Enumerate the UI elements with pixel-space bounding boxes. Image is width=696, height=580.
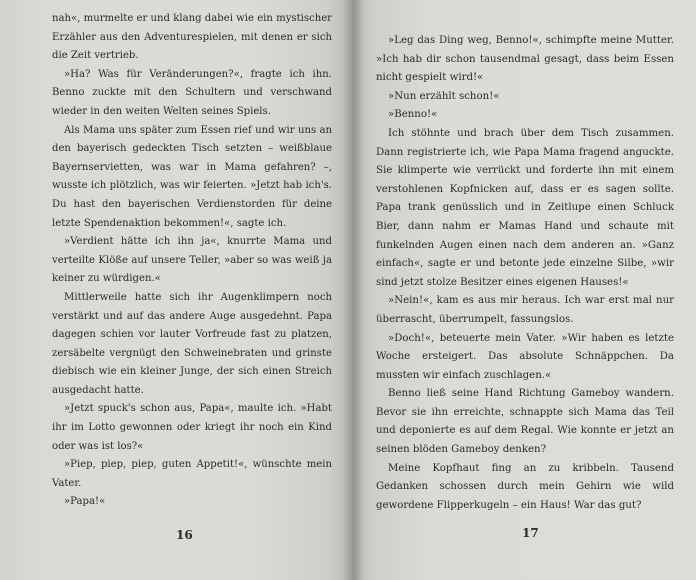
paragraph: Als Mama uns später zum Essen rief und wir uns an den bayerisch gedeckten Tisch setzten – weißblaue Bayernservietten, was war in Mama gefahren? –, wusste ich plötzlich, was wir feierten. »Jetzt hab ich's. Du hast den bayerischen Verdienstorden für deine letzte Spendenaktion bekommen!«, sagte ich. bbox=[52, 124, 332, 229]
right-page bbox=[352, 0, 696, 580]
paragraph: Mittlerweile hatte sich ihr Augenklimpern noch verstärkt und auf das andere Auge ausgedehnt. Papa dagegen schien vor lauter Vorfreude fast zu platzen, zersäbelte vergnügt den Schweinebraten und grinste diebisch wie ein kleiner Junge, der sich einen Streich ausgedacht hatte. bbox=[52, 291, 332, 396]
paragraph: »Doch!«, beteuerte mein Vater. »Wir haben es letzte Woche ersteigert. Das absolute Schnäppchen. Da mussten wir einfach zuschlagen.« bbox=[376, 332, 674, 381]
paragraph: Meine Kopfhaut fing an zu kribbeln. Tausend Gedanken schossen durch mein Gehirn wie wild gewordene Flipperkugeln – ein Haus! War das gut? bbox=[376, 462, 674, 511]
paragraph: Benno ließ seine Hand Richtung Gameboy wandern. Bevor sie ihn erreichte, schnappte sich Mama das Teil und deponierte es auf dem Regal. Wie konnte er jetzt an seinen blöden Gameboy denken? bbox=[376, 388, 674, 456]
page-number-right: 17 bbox=[522, 526, 539, 540]
paragraph: nah«, murmelte er und klang dabei wie ein mystischer Erzähler aus den Adventurespielen, mit denen er sich die Zeit vertrieb. bbox=[52, 13, 332, 62]
paragraph: »Jetzt spuck's schon aus, Papa«, maulte ich. »Habt ihr im Lotto gewonnen oder kriegt ihr noch ein Kind oder was ist los?« bbox=[52, 403, 332, 452]
paragraph: »Papa!« bbox=[64, 496, 106, 508]
right-page-text bbox=[376, 32, 674, 515]
paragraph: »Nun erzählt schon!« bbox=[388, 90, 500, 102]
left-page-text bbox=[52, 10, 332, 512]
page-number-left: 16 bbox=[176, 528, 193, 542]
paragraph: »Nein!«, kam es aus mir heraus. Ich war erst mal nur überrascht, überrumpelt, fassungslos. bbox=[376, 295, 674, 325]
paragraph: »Benno!« bbox=[388, 109, 438, 121]
paragraph: »Leg das Ding weg, Benno!«, schimpfte meine Mutter. »Ich hab dir schon tausendmal gesagt, dass beim Essen nicht gespielt wird!« bbox=[376, 35, 674, 84]
paragraph: »Verdient hätte ich ihn ja«, knurrte Mama und verteilte Klöße auf unsere Teller, »aber so was weiß ja keiner zu würdigen.« bbox=[52, 236, 332, 285]
paragraph: Ich stöhnte und brach über dem Tisch zusammen. Dann registrierte ich, wie Papa Mama fragend anguckte. Sie klimperte wie verrückt und forderte ihn mit einem verstohlenen Kopfnicken auf, dass er es sagen sollte. Papa trank genüsslich und in Zeitlupe einen Schluck Bier, dann nahm er Mamas Hand und schaute mit funkelnden Augen einen nach dem anderen an. »Ganz einfach«, sagte er und betonte jede einzelne Silbe, »wir sind jetzt stolze Besitzer eines eigenen Hauses!« bbox=[376, 127, 674, 288]
paragraph: »Piep, piep, piep, guten Appetit!«, wünschte mein Vater. bbox=[52, 459, 332, 489]
paragraph: »Ha? Was für Veränderungen?«, fragte ich ihn. Benno zuckte mit den Schultern und verschwand wieder in den weiten Welten seines Spiels. bbox=[52, 68, 332, 117]
